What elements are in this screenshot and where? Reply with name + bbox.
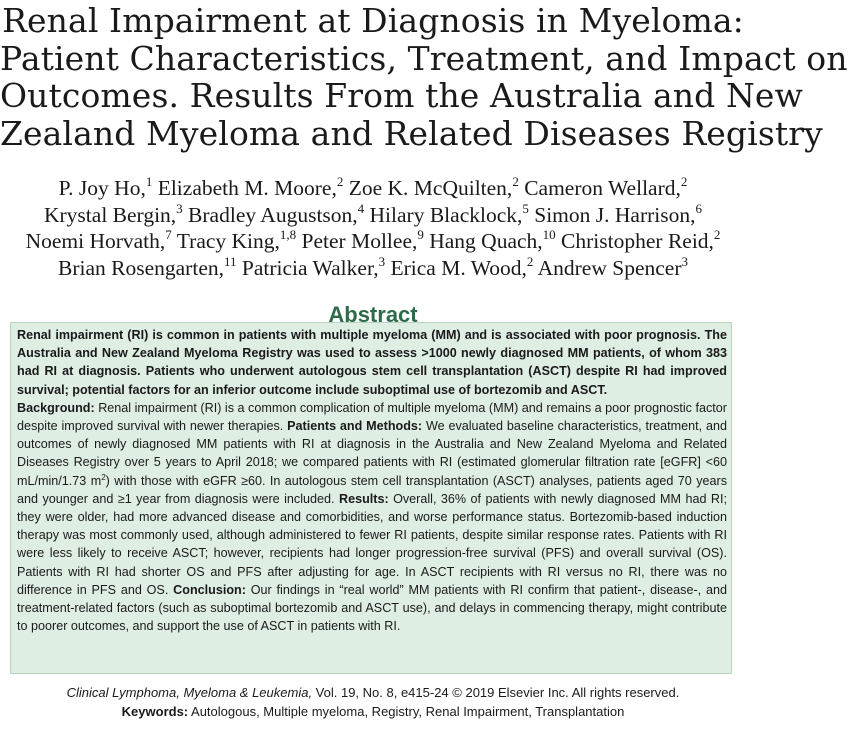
abstract-heading: Abstract — [328, 302, 418, 327]
paper-title — [0, 1, 848, 153]
results-label: Results: — [338, 491, 389, 506]
author-name: Hilary Blacklock, — [369, 202, 523, 227]
affiliation-number: 7 — [165, 227, 172, 242]
journal-name: Clinical Lymphoma, Myeloma & Leukemia, — [66, 685, 313, 700]
affiliation-number: 1,8 — [279, 227, 297, 242]
author-name: Noemi Horvath, — [25, 229, 166, 253]
author-name: Patricia Walker, — [241, 255, 379, 280]
author-name: P. Joy Ho, — [58, 176, 146, 200]
keywords-line — [0, 702, 746, 722]
author-name: Peter Mollee, — [301, 229, 418, 253]
affiliation-number: 5 — [522, 200, 529, 216]
background-text: Renal impairment (RI) is a common complication of multiple myeloma (MM) and remains a poor prognostic factor despite improved survival with newer therapies. — [17, 400, 727, 434]
methods-label: Patients and Methods: — [287, 419, 423, 434]
author-name: Andrew Spencer — [537, 255, 682, 280]
affiliation-number: 3 — [378, 253, 386, 269]
background-label: Background: — [17, 400, 95, 415]
affiliation-number: 2 — [512, 174, 519, 189]
affiliation-number: 3 — [176, 200, 183, 216]
citation-details: Vol. 19, No. 8, e415-24 © 2019 Elsevier Inc. All rights reserved. — [312, 685, 680, 700]
author-name: Elizabeth M. Moore, — [157, 176, 337, 200]
affiliation-number: 1 — [145, 174, 153, 189]
author-name: Zoe K. McQuilten, — [348, 176, 513, 200]
author-name: Bradley Augustson, — [188, 202, 358, 227]
author-name: Tracy King, — [176, 229, 280, 253]
title-line-1: Renal Impairment at Diagnosis in Myeloma: — [2, 1, 744, 40]
keywords-text: Autologous, Multiple myeloma, Registry, Renal Impairment, Transplantation — [188, 704, 625, 719]
author-line — [0, 228, 746, 255]
summary-text: Renal impairment (RI) is common in patients with multiple myeloma (MM) and is associated with poor prognosis. The Australia and New Zealand Myeloma Registry was used to assess >1000 newly diagnosed MM patients, of whom 383 had RI at diagnosis. Patients who underwent autologous stem cell transplantation (ASCT) despite RI had improved survival; potential factors for an inferior outcome include suboptimal use of bortezomib and ASCT. — [17, 328, 727, 397]
conclusion-text: Our findings in “real world” MM patients with RI confirm that patient-, disease-, and treatment-related factors (such as suboptimal bortezomib and ASCT use), and delays in commencing therapy, might contribute to poorer outcomes, and support the use of ASCT in patients with RI. — [17, 582, 727, 634]
author-name: Erica M. Wood, — [390, 255, 527, 280]
title-line-4: Zealand Myeloma and Related Diseases Registry — [0, 113, 823, 153]
affiliation-number: 3 — [681, 253, 688, 269]
journal-citation — [0, 683, 746, 703]
abstract-structured — [17, 399, 727, 636]
author-line — [0, 255, 746, 282]
title-line-2: Patient Characteristics, Treatment, and Impact on — [0, 38, 848, 78]
conclusion-label: Conclusion: — [173, 582, 246, 597]
keywords-label: Keywords: — [121, 704, 189, 719]
author-list — [0, 175, 746, 281]
affiliation-number: 11 — [224, 253, 237, 269]
abstract-summary — [17, 326, 727, 399]
methods-text: We evaluated baseline characteristics, treatment, and outcomes of newly diagnosed MM patients with RI at diagnosis in the Australia and New Zealand Myeloma and Related Diseases Registry over 5 years to April 2018; we compared patients with RI (estimated glomerular filtration rate [eGFR] <60 mL/min/1.73 m — [17, 419, 727, 488]
author-name: Krystal Bergin, — [44, 202, 177, 227]
title-line-3: Outcomes. Results From the Australia and New — [0, 76, 803, 115]
affiliation-number: 6 — [695, 200, 702, 216]
methods-text-continued: ) with those with eGFR ≥60. In autologous stem cell transplantation (ASCT) analyses, patients aged 70 years and younger and ≥1 year from diagnosis were included. — [17, 473, 727, 506]
affiliation-number: 2 — [713, 227, 721, 242]
author-name: Hang Quach, — [429, 229, 543, 253]
affiliation-number: 2 — [680, 174, 688, 189]
results-text: Overall, 36% of patients with newly diagnosed MM had RI; they were older, had more advanced disease and comorbidities, and worse performance status. Bortezomib-based induction therapy was most commonly used, although administered to fewer RI patients, despite similar response rates. Patients with RI were less likely to receive ASCT; however, recipients had longer progression-free survival (PFS) and overall survival (OS). Patients with RI had shorter OS and PFS after adjusting for age. In ASCT recipients with RI versus no RI, there was no difference in PFS and OS. — [17, 491, 728, 597]
author-line — [0, 175, 746, 202]
abstract-body — [17, 326, 727, 635]
author-name: Brian Rosengarten, — [58, 255, 224, 280]
author-name: Cameron Wellard, — [524, 176, 681, 200]
author-name: Simon J. Harrison, — [534, 202, 696, 227]
affiliation-number: 2 — [336, 174, 344, 189]
affiliation-number: 4 — [357, 200, 365, 216]
affiliation-number: 9 — [417, 227, 424, 242]
affiliation-number: 10 — [542, 227, 556, 242]
author-name: Christopher Reid, — [561, 229, 714, 253]
affiliation-number: 2 — [526, 253, 534, 269]
author-line — [0, 202, 746, 229]
superscript: 2 — [101, 472, 106, 482]
